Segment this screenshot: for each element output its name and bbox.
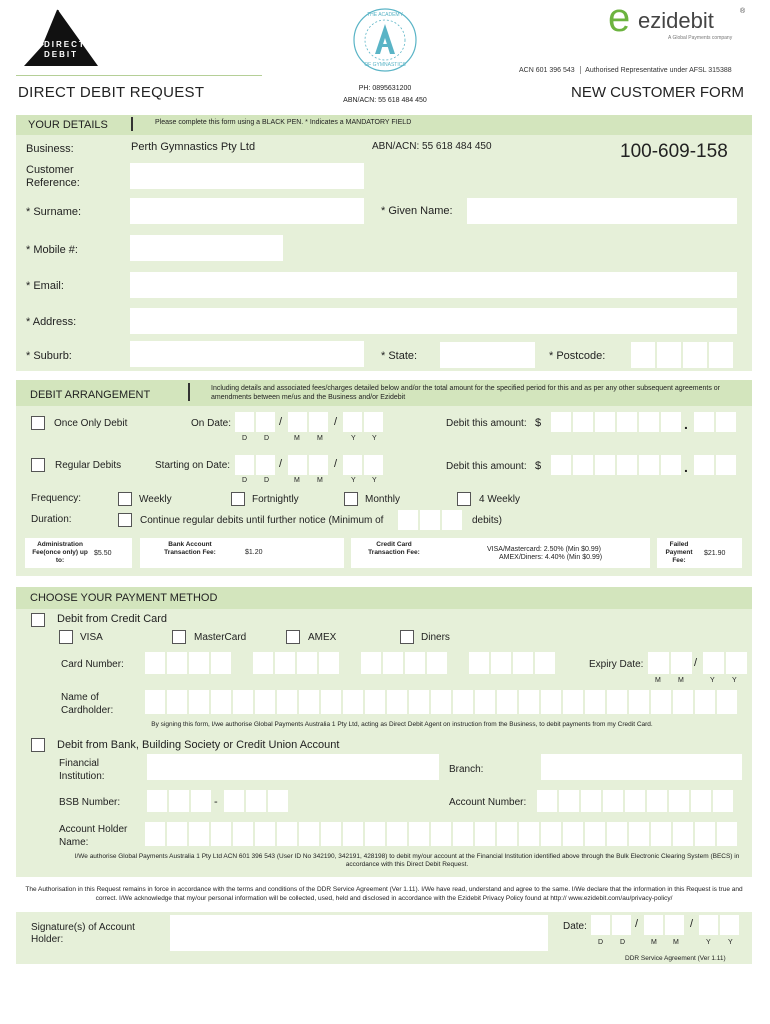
regular-amount-decimal: . <box>684 459 688 475</box>
once-amount-label: Debit this amount: <box>446 418 527 429</box>
mobile-label: * Mobile #: <box>26 244 78 256</box>
once-date-hint-d2: D <box>264 435 270 442</box>
name-character-cell[interactable] <box>189 822 209 846</box>
name-character-cell[interactable] <box>277 690 297 714</box>
once-date-month[interactable] <box>288 412 328 432</box>
direct-debit-logo <box>14 8 100 70</box>
signature-date-hint-d2: D <box>620 939 626 946</box>
surname-label: * Surname: <box>26 206 82 218</box>
email-label: * Email: <box>26 280 64 292</box>
name-character-cell[interactable] <box>563 690 583 714</box>
once-date-hint-y2: Y <box>372 435 377 442</box>
expiry-hint-y2: Y <box>732 677 737 684</box>
monthly-label: Monthly <box>365 494 401 505</box>
suburb-label: * Suburb: <box>26 350 72 362</box>
name-character-cell[interactable] <box>497 690 517 714</box>
name-character-cell[interactable] <box>541 822 561 846</box>
signature-date-year[interactable] <box>699 915 739 935</box>
name-character-cell[interactable] <box>365 690 385 714</box>
start-date-year[interactable] <box>343 455 383 475</box>
business-label: Business: <box>26 143 74 155</box>
start-date-hint-y2: Y <box>372 477 377 484</box>
bsb-first[interactable] <box>147 790 211 812</box>
postcode-input[interactable] <box>631 342 733 368</box>
business-value: Perth Gymnastics Pty Ltd <box>131 141 256 153</box>
start-date-hint-y1: Y <box>351 477 356 484</box>
name-character-cell[interactable] <box>233 822 253 846</box>
name-character-cell[interactable] <box>475 690 495 714</box>
name-character-cell[interactable] <box>651 690 671 714</box>
duration-label: Duration: <box>31 514 72 525</box>
name-character-cell[interactable] <box>255 822 275 846</box>
once-date-slash2: / <box>334 416 338 428</box>
regular-debits-label: Regular Debits <box>55 460 122 471</box>
monthly-checkbox[interactable] <box>344 492 358 506</box>
visa-label: VISA <box>80 632 103 643</box>
regular-amount-label: Debit this amount: <box>446 461 527 472</box>
signature-date-label: Date: <box>563 921 587 932</box>
ddr-footer: DDR Service Agreement (Ver 1.11) <box>625 955 726 962</box>
gymnastics-seal-top-text: THE ACADEMY <box>367 12 403 18</box>
afsl-text: Authorised Representative under AFSL 315388 <box>585 66 732 74</box>
signature-label: Signature(s) of Account Holder: <box>31 922 135 945</box>
gymnastics-seal-bottom-text: OF GYMNASTICS <box>364 62 406 68</box>
name-character-cell[interactable] <box>233 690 253 714</box>
admin-fee-value: $5.50 <box>94 550 112 557</box>
name-character-cell[interactable] <box>321 690 341 714</box>
debits-label: debits) <box>472 515 503 526</box>
name-character-cell[interactable] <box>541 690 561 714</box>
signature-date-hint-d1: D <box>598 939 604 946</box>
account-holder-label: Account Holder Name: <box>59 824 128 848</box>
once-date-day[interactable] <box>235 412 275 432</box>
bsb-second[interactable] <box>224 790 288 812</box>
expiry-label: Expiry Date: <box>589 659 644 670</box>
once-only-label: Once Only Debit <box>54 418 128 429</box>
regular-amount-dollar: $ <box>535 460 542 472</box>
name-character-cell[interactable] <box>277 822 297 846</box>
suburb-input[interactable] <box>130 341 364 367</box>
signature-date-hint-m1: M <box>651 939 657 946</box>
diners-label: Diners <box>421 632 450 643</box>
customer-reference-label: Customer Reference: <box>26 164 80 189</box>
name-character-cell[interactable] <box>607 822 627 846</box>
signature-box[interactable] <box>170 915 548 951</box>
name-character-cell[interactable] <box>299 690 319 714</box>
expiry-slash: / <box>694 657 698 669</box>
starting-on-label: Starting on Date: <box>155 460 231 471</box>
card-fee-value-2: AMEX/Diners: 4.40% (Min $0.99) <box>499 554 603 561</box>
name-character-cell[interactable] <box>695 690 715 714</box>
name-character-cell[interactable] <box>211 690 231 714</box>
branch-input[interactable] <box>541 754 742 780</box>
start-date-day[interactable] <box>235 455 275 475</box>
fortnightly-label: Fortnightly <box>252 494 299 505</box>
direct-debit-logo-line1: DIRECT <box>44 40 86 49</box>
acn-separator <box>580 66 581 74</box>
given-name-input[interactable] <box>467 198 737 224</box>
bsb-label: BSB Number: <box>59 797 121 808</box>
start-date-slash2: / <box>334 458 338 470</box>
phone: PH: 0895631200 <box>358 85 412 92</box>
customer-reference-input[interactable] <box>130 163 364 189</box>
once-amount-dollars[interactable] <box>551 412 681 432</box>
customer-reference-number: 100-609-158 <box>620 141 728 162</box>
failed-fee-value: $21.90 <box>704 550 726 557</box>
name-character-cell[interactable] <box>167 690 187 714</box>
institution-label: Financial Institution: <box>59 758 105 782</box>
name-character-cell[interactable] <box>255 690 275 714</box>
state-label: * State: <box>381 350 418 362</box>
start-date-slash1: / <box>279 458 283 470</box>
payment-method-title: CHOOSE YOUR PAYMENT METHOD <box>30 592 218 604</box>
acn-line <box>519 66 732 74</box>
name-character-cell[interactable] <box>167 822 187 846</box>
signature-date-hint-m2: M <box>673 939 679 946</box>
four-weekly-label: 4 Weekly <box>479 494 520 505</box>
frequency-label: Frequency: <box>31 493 82 504</box>
once-amount-cents[interactable] <box>694 412 736 432</box>
expiry-year[interactable] <box>703 652 747 674</box>
once-date-hint-d1: D <box>242 435 248 442</box>
given-name-label: * Given Name: <box>381 205 453 217</box>
once-amount-dollar: $ <box>535 417 542 429</box>
acn-text: ACN 601 396 543 <box>519 66 575 74</box>
admin-fee-label: Administration Fee(once only) up to: <box>32 541 88 564</box>
name-character-cell[interactable] <box>519 690 539 714</box>
fortnightly-checkbox[interactable] <box>231 492 245 506</box>
name-character-cell[interactable] <box>629 822 649 846</box>
card-number-group-3[interactable] <box>361 652 447 674</box>
name-character-cell[interactable] <box>607 690 627 714</box>
regular-amount-dollars[interactable] <box>551 455 681 475</box>
debit-arrangement-title: DEBIT ARRANGEMENT <box>30 389 151 401</box>
account-number-label: Account Number: <box>449 797 527 808</box>
once-date-hint-m1: M <box>294 435 300 442</box>
credit-card-checkbox[interactable] <box>31 613 45 627</box>
name-character-cell[interactable] <box>585 822 605 846</box>
bank-authority-text: I/We authorise Global Payments Australia 1 Pty Ltd ACN 601 396 543 (User ID No 342190, 342191, 428198) to debit my/our account at the Financial Institution identified above through the Bulk Electronic Clearing System (BECS) in accordance with this Direct Debit Request. <box>74 853 740 868</box>
name-character-cell[interactable] <box>409 822 429 846</box>
card-number-group-1[interactable] <box>145 652 231 674</box>
gymnastics-seal-logo <box>351 6 419 74</box>
surname-input[interactable] <box>130 198 364 224</box>
mastercard-checkbox[interactable] <box>172 630 186 644</box>
cardholder-name-input[interactable] <box>145 690 737 714</box>
signature-date-hint-y2: Y <box>728 939 733 946</box>
bank-account-label: Debit from Bank, Building Society or Credit Union Account <box>57 739 340 751</box>
account-holder-name-input[interactable] <box>145 822 737 846</box>
email-input[interactable] <box>130 272 737 298</box>
abn-header: ABN/ACN: 55 618 484 450 <box>343 97 427 104</box>
card-fee-label: Credit Card Transaction Fee: <box>368 541 420 556</box>
ezidebit-tagline: A Global Payments company <box>668 35 733 41</box>
direct-debit-logo-line2: DEBIT <box>44 50 78 59</box>
name-character-cell[interactable] <box>497 822 517 846</box>
bank-fee-label: Bank Account Transaction Fee: <box>164 541 216 556</box>
bank-account-checkbox[interactable] <box>31 738 45 752</box>
start-date-hint-d2: D <box>264 477 270 484</box>
once-date-slash1: / <box>279 416 283 428</box>
start-date-hint-m2: M <box>317 477 323 484</box>
name-character-cell[interactable] <box>409 690 429 714</box>
name-character-cell[interactable] <box>453 690 473 714</box>
start-date-hint-m1: M <box>294 477 300 484</box>
four-weekly-checkbox[interactable] <box>457 492 471 506</box>
your-details-instructions: Please complete this form using a BLACK PEN. * Indicates a MANDATORY FIELD <box>155 119 412 126</box>
name-character-cell[interactable] <box>673 822 693 846</box>
name-character-cell[interactable] <box>585 690 605 714</box>
minimum-debits-input[interactable] <box>398 510 462 530</box>
authorisation-text: The Authorisation in this Request remains in force in accordance with the terms and conditions of the DDR Service Agreement (Ver 1.11). I/We have read, understand and agree to the same. I/We declare that the information in this Request is true and correct. I/We acknowledge that my/our personal information will be collected, used, held and disclosed in accordance with the Ezidebit Privacy Policy found at http:// www.ezidebit.com/au/privacy-policy/ <box>25 886 743 902</box>
continue-checkbox[interactable] <box>118 513 132 527</box>
weekly-label: Weekly <box>139 494 172 505</box>
ezidebit-logo <box>604 2 754 48</box>
signature-date-day[interactable] <box>591 915 631 935</box>
name-character-cell[interactable] <box>717 690 737 714</box>
name-character-cell[interactable] <box>695 822 715 846</box>
name-character-cell[interactable] <box>563 822 583 846</box>
ezidebit-logo-tm: ® <box>740 8 746 15</box>
debit-arrangement-description: Including details and associated fees/charges detailed below and/or the total amount for the specified period for this and as per any other subsequent agreements or amendments between me/us and the Business and/or Ezidebit <box>211 385 720 401</box>
signature-date-month[interactable] <box>644 915 684 935</box>
expiry-month[interactable] <box>648 652 692 674</box>
name-character-cell[interactable] <box>343 822 363 846</box>
name-character-cell[interactable] <box>431 690 451 714</box>
expiry-hint-m2: M <box>678 677 684 684</box>
name-character-cell[interactable] <box>299 822 319 846</box>
ezidebit-logo-name: ezidebit <box>638 8 714 33</box>
card-authority-text: By signing this form, I/we authorise Global Payments Australia 1 Pty Ltd, acting as Direct Debit Agent on instruction from the Business, to debit payments from my Credit Card. <box>151 721 653 728</box>
name-character-cell[interactable] <box>387 822 407 846</box>
once-amount-decimal: . <box>684 416 688 432</box>
mastercard-label: MasterCard <box>194 632 247 643</box>
on-date-label: On Date: <box>191 418 232 429</box>
your-details-title: YOUR DETAILS <box>28 119 108 131</box>
cardholder-label: Name of Cardholder: <box>61 692 114 716</box>
address-label: * Address: <box>26 316 77 328</box>
start-date-month[interactable] <box>288 455 328 475</box>
name-character-cell[interactable] <box>145 690 165 714</box>
your-details-divider <box>131 117 133 131</box>
name-character-cell[interactable] <box>651 822 671 846</box>
amex-label: AMEX <box>308 632 337 643</box>
continue-label: Continue regular debits until further notice (Minimum of <box>140 515 384 526</box>
card-number-group-2[interactable] <box>253 652 339 674</box>
once-date-year[interactable] <box>343 412 383 432</box>
name-character-cell[interactable] <box>343 690 363 714</box>
diners-checkbox[interactable] <box>400 630 414 644</box>
name-character-cell[interactable] <box>321 822 341 846</box>
branch-label: Branch: <box>449 764 484 775</box>
institution-input[interactable] <box>147 754 439 780</box>
bank-fee-value: $1.20 <box>245 549 263 556</box>
ezidebit-logo-e: e <box>608 0 631 40</box>
card-number-group-4[interactable] <box>469 652 555 674</box>
expiry-hint-m1: M <box>655 677 661 684</box>
name-character-cell[interactable] <box>673 690 693 714</box>
name-character-cell[interactable] <box>387 690 407 714</box>
name-character-cell[interactable] <box>211 822 231 846</box>
signature-date-slash2: / <box>690 918 694 930</box>
regular-debits-checkbox[interactable] <box>31 458 45 472</box>
name-character-cell[interactable] <box>629 690 649 714</box>
card-fee-value-1: VISA/Mastercard: 2.50% (Min $0.99) <box>487 546 601 553</box>
debit-arrangement-divider <box>188 383 190 401</box>
signature-date-hint-y1: Y <box>706 939 711 946</box>
amex-checkbox[interactable] <box>286 630 300 644</box>
once-only-checkbox[interactable] <box>31 416 45 430</box>
weekly-checkbox[interactable] <box>118 492 132 506</box>
bsb-dash: - <box>214 796 218 808</box>
name-character-cell[interactable] <box>475 822 495 846</box>
once-date-hint-m2: M <box>317 435 323 442</box>
regular-amount-cents[interactable] <box>694 455 736 475</box>
header-rule-left <box>16 75 262 76</box>
form-title: DIRECT DEBIT REQUEST <box>18 84 205 101</box>
name-character-cell[interactable] <box>365 822 385 846</box>
once-date-hint-y1: Y <box>351 435 356 442</box>
abn-value: ABN/ACN: 55 618 484 450 <box>372 141 492 152</box>
name-character-cell[interactable] <box>453 822 473 846</box>
postcode-label: * Postcode: <box>549 350 606 362</box>
address-input[interactable] <box>130 308 737 334</box>
name-character-cell[interactable] <box>519 822 539 846</box>
signature-date-slash1: / <box>635 918 639 930</box>
name-character-cell[interactable] <box>189 690 209 714</box>
credit-card-label: Debit from Credit Card <box>57 613 168 625</box>
failed-fee-label: Failed Payment Fee: <box>665 541 693 564</box>
start-date-hint-d1: D <box>242 477 248 484</box>
account-number-input[interactable] <box>537 790 733 812</box>
card-number-label: Card Number: <box>61 659 124 670</box>
name-character-cell[interactable] <box>145 822 165 846</box>
visa-checkbox[interactable] <box>59 630 73 644</box>
name-character-cell[interactable] <box>717 822 737 846</box>
expiry-hint-y1: Y <box>710 677 715 684</box>
name-character-cell[interactable] <box>431 822 451 846</box>
mobile-input[interactable] <box>130 235 283 261</box>
state-input[interactable] <box>440 342 535 368</box>
form-type: NEW CUSTOMER FORM <box>571 84 745 101</box>
